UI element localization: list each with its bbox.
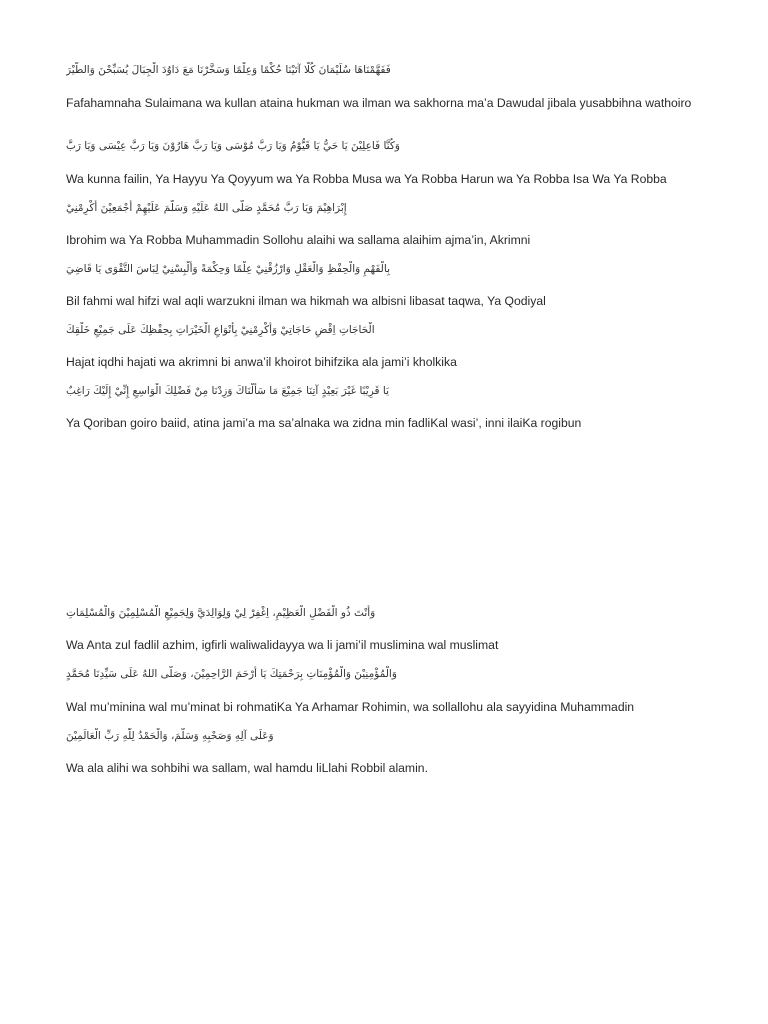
transliteration-2: Wa kunna failin, Ya Hayyu Ya Qoyyum wa Ya Robba Musa wa Ya Robba Harun wa Ya Robba Isa Wa Ya Robba (66, 172, 667, 186)
arabic-verse-9: وَعَلَى آلِهِ وَصَحْبِهِ وَسَلَّمَ، وَالْحَمْدُ لِلّٰهِ رَبِّ الْعَالَمِيْنَ (66, 730, 274, 742)
arabic-verse-7: وَأَنْتَ ذُو الْفَضْلِ الْعَظِيْمِ، اِغْفِرْ لِيْ وَلِوَالِدَيَّ وَلِجَمِيْعِ الْمُسْلِمِيْنَ وَالْمُسْلِمَاتِ (66, 607, 376, 619)
arabic-verse-2: وَكُنَّا فَاعِلِيْنَ يَا حَيُّ يَا قَيُّوْمُ وَيَا رَبَّ مُوْسَى وَيَا رَبَّ هَارُوْنَ وَيَا رَبَّ عِيْسَى وَيَا رَبَّ (66, 140, 400, 152)
transliteration-4: Bil fahmi wal hifzi wal aqli warzukni ilman wa hikmah wa albisni libasat taqwa, Ya Qodiyal (66, 294, 546, 308)
arabic-verse-4: بِالْفَهْمِ وَالْحِفْظِ وَالْعَقْلِ وَارْزُقْنِيْ عِلْمًا وَحِكْمَةً وَأَلْبِسْنِيْ لِبَاسَ التَّقْوَى يَا قَاضِيَ (66, 263, 391, 275)
transliteration-5: Hajat iqdhi hajati wa akrimni bi anwa’il khoirot bihifzika ala jami’i kholkika (66, 355, 457, 369)
transliteration-7: Wa Anta zul fadlil azhim, igfirli waliwalidayya wa li jami’il muslimina wal muslimat (66, 638, 499, 652)
arabic-verse-3: إِبْرَاهِيْمَ وَيَا رَبَّ مُحَمَّدٍ صَلَّى اللهُ عَلَيْهِ وَسَلَّمَ عَلَيْهِمْ أَجْمَعِيْنَ أَكْرِمْنِيْ (66, 202, 347, 214)
arabic-verse-8: وَالْمُؤْمِنِيْنَ وَالْمُؤْمِنَاتِ بِرَحْمَتِكَ يَا أَرْحَمَ الرَّاحِمِيْنَ، وَصَلَّى اللهُ عَلَى سَيِّدِنَا مُحَمَّدٍ (66, 668, 397, 680)
transliteration-8: Wal mu’minina wal mu’minat bi rohmatiKa Ya Arhamar Rohimin, wa sollallohu ala sayyidina Muhammadin (66, 700, 635, 714)
transliteration-6: Ya Qoriban goiro baiid, atina jami’a ma sa’alnaka wa zidna min fadliKal wasi’, inni ilaiKa rogibun (66, 416, 582, 430)
transliteration-9: Wa ala alihi wa sohbihi wa sallam, wal hamdu liLlahi Robbil alamin. (66, 761, 428, 775)
arabic-verse-5: الْحَاجَاتِ اِقْضِ حَاجَاتِيْ وَأَكْرِمْنِيْ بِأَنْوَاعِ الْخَيْرَاتِ بِحِفْظِكَ عَلَى جَمِيْعِ خَلْقِكَ (66, 324, 375, 336)
arabic-verse-6: يَا قَرِيْبًا غَيْرَ بَعِيْدٍ آتِنَا جَمِيْعَ مَا سَأَلْنَاكَ وَزِدْنَا مِنْ فَضْلِكَ الْوَاسِعِ إِنِّيْ إِلَيْكَ رَاغِبٌ (66, 385, 390, 397)
transliteration-1: Fafahamnaha Sulaimana wa kullan ataina hukman wa ilman wa sakhorna ma’a Dawudal jibala yusabbihna wathoiro (66, 96, 692, 110)
arabic-verse-1: فَفَهَّمْنَاهَا سُلَيْمَانَ كُلًّا آتَيْنَا حُكْمًا وَعِلْمًا وَسَخَّرْنَا مَعَ دَاوُدَ الْجِبَالَ يُسَبِّحْنَ وَالطَّيْرَ (66, 64, 391, 76)
transliteration-3: Ibrohim wa Ya Robba Muhammadin Sollohu alaihi wa sallama alaihim ajma’in, Akrimni (66, 233, 531, 247)
